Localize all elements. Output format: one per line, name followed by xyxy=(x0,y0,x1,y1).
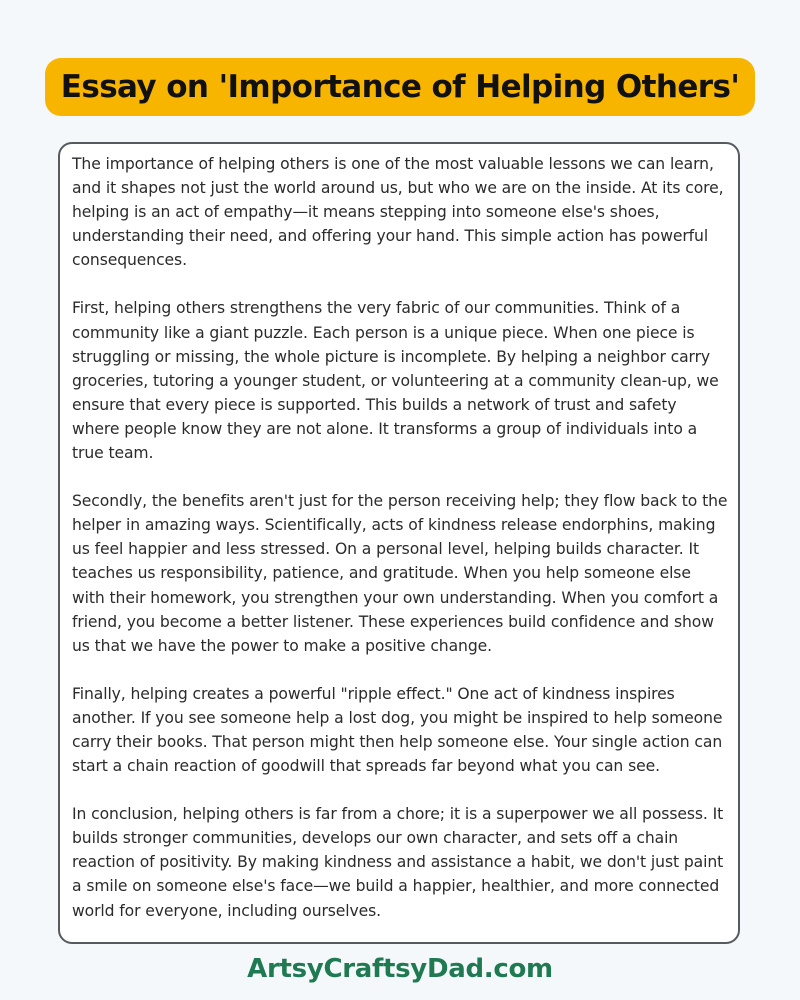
essay-paragraph-first: First, helping others strengthens the very fabric of our communities. Think of a community like a giant puzzle. Each person is a unique piece. When one piece is struggling or missing, the whole picture is incomplete. By helping a neighbor carry groceries, tutoring a younger student, or volunteering at a community clean-up, we ensure that every piece is supported. This builds a network of trust and safety where people know they are not alone. It transforms a group of individuals into a true team. xyxy=(72,299,719,463)
footer-site-name: ArtsyCraftsyDad.com xyxy=(247,954,553,984)
essay-paragraph-conclusion: In conclusion, helping others is far from a chore; it is a superpower we all possess. It builds stronger communities, develops our own character, and sets off a chain reaction of positivity. By making kindness and assistance a habit, we don't just paint a smile on someone else's face—we build a happier, healthier, and more connected world for everyone, including ourselves. xyxy=(72,805,724,920)
essay-paragraph-second: Secondly, the benefits aren't just for the person receiving help; they flow back to the helper in amazing ways. Scientifically, acts of kindness release endorphins, making us feel happier and less stressed. On a personal level, helping builds character. It teaches us responsibility, patience, and gratitude. When you help someone else with their homework, you strengthen your own understanding. When you comfort a friend, you become a better listener. These experiences build confidence and show us that we have the power to make a positive change. xyxy=(72,492,728,655)
title-banner xyxy=(0,58,800,116)
essay-paragraph-finally: Finally, helping creates a powerful "ripple effect." One act of kindness inspires another. If you see someone help a lost dog, you might be inspired to help someone carry their books. That person might then help someone else. Your single action can start a chain reaction of goodwill that spreads far beyond what you can see. xyxy=(72,684,723,776)
page-title: Essay on 'Importance of Helping Others' xyxy=(45,58,755,116)
essay-paragraph-intro: The importance of helping others is one of the most valuable lessons we can learn, and it shapes not just the world around us, but who we are on the inside. At its core, helping is an act of empathy—it means stepping into someone else's shoes, understanding their need, and offering your hand. This simple action has powerful consequences. xyxy=(72,155,724,270)
essay-box xyxy=(58,142,740,944)
